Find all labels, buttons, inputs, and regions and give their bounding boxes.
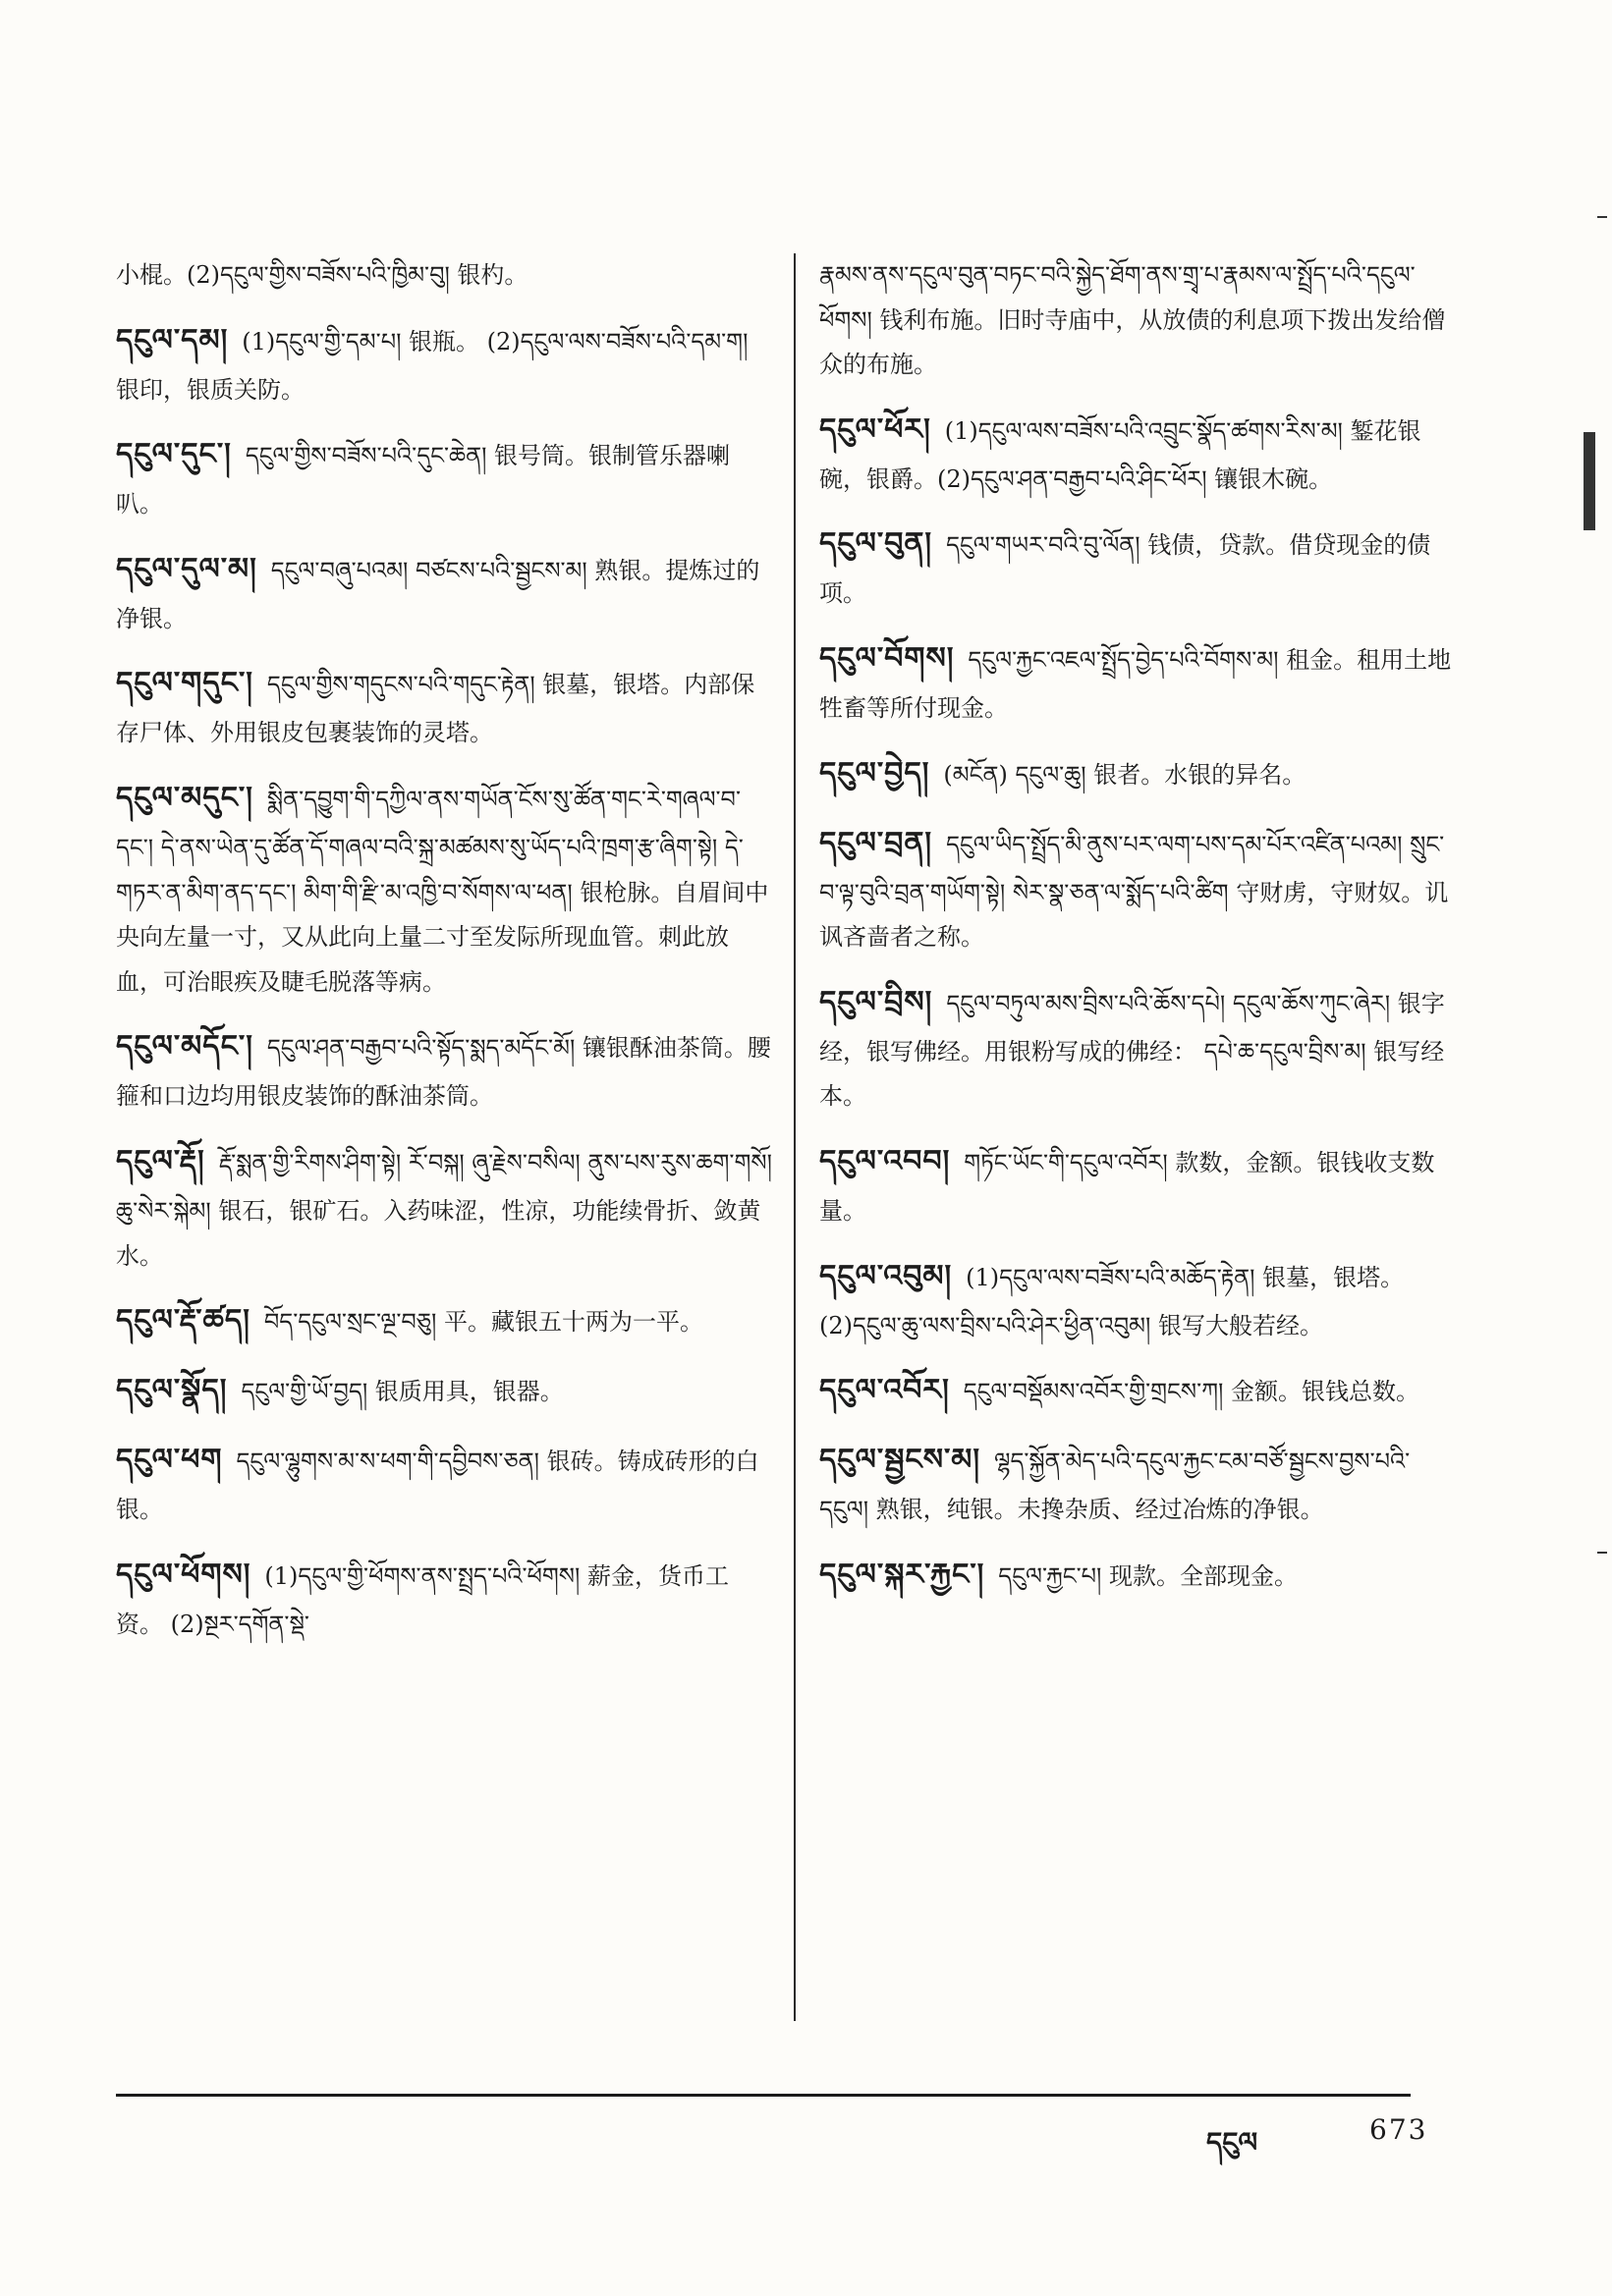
headword: དངུལ་རྡོ་ཚད། [116, 1303, 250, 1339]
definition-text: སྨིན་དབྱུག་གི་དཀྱིལ་ནས་གཡོན་ངོས་སུ་ཚོན་གང་རེ་གཞལ་བ་དང་། དེ་ནས་ཡེན་དུ་ཚོན་དོ་གཞལ་བའི་སྐྲ་མཚམས་སུ་ཡོད་པའི་ཁྲག་རྩ་ཞིག་སྟེ། དེ་གཏར་ན་མིག་ནད་དང་། མིག་གི་རྫི་མ་འཁྱི་བ་སོགས་ལ་ཕན། 银枪脉。自眉间中央向左量一寸，又从此向上量二寸至发际所现血管。刺此放血，可治眼疾及睫毛脱落等病。 [116, 785, 769, 996]
headword: དངུལ་དམ། [116, 322, 229, 357]
dictionary-entry [116, 1432, 774, 1533]
definition-text: (1)དངུལ་ལས་བཟོས་པའི་མཆོད་རྟེན། 银墓，银塔。 (2)དངུལ་ཆུ་ལས་བྲིས་པའི་ཤེར་ཕྱིན་འབུམ། 银写大般若经。 [819, 1263, 1405, 1339]
headword: དངུལ་མདོང་། [116, 1029, 253, 1065]
left-column [116, 253, 774, 1661]
entry-continuation [116, 253, 774, 299]
headword: དངུལ་འབུམ། [819, 1258, 953, 1293]
headword: དངུལ་སྣོད། [116, 1373, 228, 1408]
running-footer-word: དངུལ [1206, 2126, 1258, 2159]
definition-text: དངུལ་གྱིས་བཟོས་པའི་དུང་ཆེན། 银号筒。银制管乐器喇叭。 [116, 442, 731, 519]
definition-text: དངུལ་བསྡོམས་འབོར་གྱི་གྲངས་ཀ། 金额。银钱总数。 [963, 1378, 1419, 1406]
headword: དངུལ་བྲིས། [819, 984, 933, 1019]
dictionary-entry [819, 402, 1458, 503]
definition-text: དངུལ་བཏུལ་མས་བྲིས་པའི་ཆོས་དཔེ། དངུལ་ཆོས་ཀུང་ཞེར། 银字经，银写佛经。用银粉写成的佛经： དཔེ་ཆ་དངུལ་བྲིས་མ། 银写经本。 [819, 989, 1445, 1111]
headword: དངུལ་བྱེད། [819, 755, 930, 791]
dictionary-entry [116, 1362, 774, 1418]
entry-continuation [819, 253, 1458, 388]
dictionary-entry [116, 541, 774, 642]
headword: དངུལ་དུང་། [116, 437, 232, 472]
definition-text: (མངོན) དངུལ་ཆུ། 银者。水银的异名。 [943, 760, 1306, 789]
headword: དངུལ་སྐར་རྐྱང་། [819, 1557, 985, 1592]
dictionary-entry [116, 312, 774, 413]
dictionary-entry [819, 1432, 1458, 1533]
headword: དངུལ་ཕོར། [819, 411, 931, 447]
dictionary-entry [116, 1133, 774, 1279]
dictionary-entry [116, 1547, 774, 1648]
dictionary-entry [116, 770, 774, 1005]
dictionary-entry [819, 815, 1458, 960]
definition-text: རྣམས་ནས་དངུལ་བུན་བཏང་བའི་སྐྱེད་ཐོག་ནས་གྲྭ་པ་རྣམས་ལ་སྤྲོད་པའི་དངུལ་ཕོགས། 钱利布施。旧时寺庙中，从放债的利息项下拨出发给僧众的布施。 [819, 261, 1446, 379]
definition-text: གཏོང་ཡོང་གི་དངུལ་འབོར། 款数，金额。银钱收支数量。 [819, 1148, 1435, 1225]
definition-text: དངུལ་རྐྱང་འཇལ་སྤྲོད་བྱེད་པའི་བོགས་མ། 租金。租用土地牲畜等所付现金。 [819, 645, 1452, 722]
definition-text: དངུལ་གྱིས་གདུངས་པའི་གདུང་རྟེན། 银墓，银塔。内部保存尸体、外用银皮包裹装饰的灵塔。 [116, 671, 755, 747]
headword: དངུལ་མདུང་། [116, 780, 253, 815]
headword: དངུལ་ཕག [116, 1443, 223, 1478]
definition-text: དངུལ་རྐྱང་པ། 现款。全部现金。 [998, 1561, 1298, 1590]
definition-text: (1)དངུལ་ལས་བཟོས་པའི་འབྲུང་སྣོད་ཚགས་རིས་མ། 錾花银碗，银爵。(2)དངུལ་ཤན་བརྒྱབ་པའི་ཤིང་ཕོར། 镶银木碗。 [819, 416, 1421, 493]
headword: དངུལ་སྦྱངས་མ། [819, 1443, 980, 1478]
scan-edge-mark [1584, 432, 1595, 530]
dictionary-entry [819, 1248, 1458, 1349]
definition-text: ལྷད་སྐྱོན་མེད་པའི་དངུལ་རྐྱང་ངམ་བཙོ་སྦྱངས་བྱས་པའི་དངུལ། 熟银，纯银。未搀杂质、经过冶炼的净银。 [819, 1448, 1411, 1524]
dictionary-entry [819, 1133, 1458, 1234]
dictionary-entry [819, 630, 1458, 732]
headword: དངུལ་དུལ་མ། [116, 551, 257, 586]
headword: དངུལ་འབབ། [819, 1143, 951, 1178]
right-column [819, 253, 1458, 1616]
dictionary-entry [819, 516, 1458, 617]
footer-rule [116, 2094, 1411, 2097]
definition-text: དངུལ་གཡར་བའི་བུ་ལོན། 钱债，贷款。借贷现金的债项。 [819, 531, 1431, 608]
dictionary-entry [116, 1292, 774, 1348]
headword: དངུལ་འབོར། [819, 1373, 950, 1408]
definition-text: དངུལ་ཤན་བརྒྱབ་པའི་སྟོད་སྨད་མདོང་མོ། 镶银酥油茶筒。腰箍和口边均用银皮装饰的酥油茶筒。 [116, 1034, 771, 1111]
definition-text: བོད་དངུལ་སྲང་ལྔ་བཅུ། 平。藏银五十两为一平。 [263, 1308, 703, 1337]
definition-text: (1)དངུལ་གྱི་ཕོགས་ནས་སྤྲད་པའི་ཕོགས། 薪金，货币工资。 (2)སྔར་དགོན་སྡེ་ [116, 1561, 729, 1638]
definition-text: རྡོ་སྨན་གྱི་རིགས་ཤིག་སྟེ། རོ་བསྐ། ཞུ་རྗེས་བསིལ། ནུས་པས་རུས་ཆག་གསོ། ཆུ་སེར་སྐེམ། 银石，银矿石。入药味涩，性凉，功能续骨折、敛黄水。 [116, 1148, 772, 1270]
headword: དངུལ་བོགས། [819, 640, 955, 676]
dictionary-entry [819, 745, 1458, 801]
column-divider [794, 253, 796, 2021]
dictionary-entry [116, 426, 774, 527]
dictionary-entry [819, 974, 1458, 1120]
dictionary-entry [819, 1547, 1458, 1603]
definition-text: དངུལ་ཡིད་སྤྲོད་མི་ནུས་པར་ལག་པས་དམ་པོར་འཛིན་པའམ། སྲུང་བ་ལྟ་བུའི་བྲན་གཡོག་སྟེ། སེར་སྣ་ཅན་ལ་སྨོད་པའི་ཚིག 守财虏，守财奴。讥讽吝啬者之称。 [819, 830, 1449, 952]
scan-edge-mark [1597, 1552, 1607, 1554]
dictionary-entry [116, 655, 774, 756]
definition-text: དངུལ་ལྷུགས་མ་ས་ཕག་གི་དབྱིབས་ཅན། 银砖。铸成砖形的白银。 [116, 1448, 759, 1524]
definition-text: (1)དངུལ་གྱི་དམ་པ། 银瓶。 (2)དངུལ་ལས་བཟོས་པའི་དམ་ག། 银印，银质关防。 [116, 327, 749, 404]
headword: དངུལ་ཕོགས། [116, 1557, 251, 1592]
dictionary-entry [819, 1362, 1458, 1418]
headword: དངུལ་བྲན། [819, 825, 933, 860]
dictionary-entry [116, 1018, 774, 1120]
definition-text: 小棍。(2)དངུལ་གྱིས་བཟོས་པའི་ཁྱིམ་བུ། 银杓。 [116, 261, 528, 289]
scan-edge-mark [1597, 216, 1607, 218]
headword: དངུལ་བུན། [819, 526, 933, 562]
headword: དངུལ་རྡོ། [116, 1143, 205, 1178]
definition-text: དངུལ་བཞུ་པའམ། བཙངས་པའི་སྦྱངས་མ། 熟银。提炼过的净银。 [116, 556, 760, 632]
page-number: 673 [1369, 2113, 1428, 2146]
headword: དངུལ་གདུང་། [116, 666, 253, 701]
definition-text: དངུལ་གྱི་ཡོ་བྱད། 银质用具，银器。 [241, 1378, 564, 1406]
